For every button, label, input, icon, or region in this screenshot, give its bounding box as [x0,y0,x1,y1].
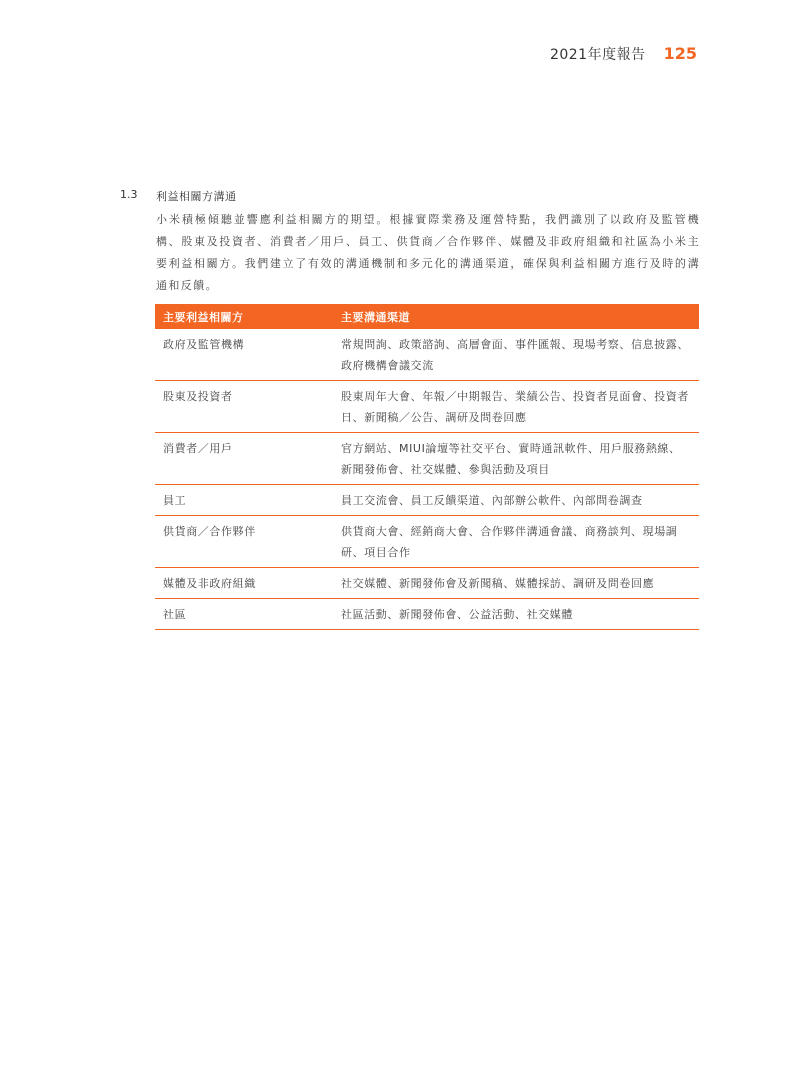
channels-cell: 供貨商大會、經銷商大會、合作夥伴溝通會議、商務談判、現場調研、項目合作 [333,516,699,568]
section-number: 1.3 [120,188,138,201]
stakeholder-table [155,304,699,630]
table-row [155,516,699,568]
page-number: 125 [663,44,697,63]
stakeholder-cell: 政府及監管機構 [155,329,333,381]
stakeholder-cell: 員工 [155,485,333,516]
channels-cell: 員工交流會、員工反饋渠道、內部辦公軟件、內部問卷調查 [333,485,699,516]
table-row [155,381,699,433]
section-heading [120,188,700,204]
stakeholder-cell: 供貨商／合作夥伴 [155,516,333,568]
channels-cell: 股東周年大會、年報／中期報告、業績公告、投資者見面會、投資者日、新聞稿／公告、調研及問卷回應 [333,381,699,433]
channels-cell: 社交媒體、新聞發佈會及新聞稿、媒體採訪、調研及問卷回應 [333,568,699,599]
section-paragraph: 小米積極傾聽並響應利益相關方的期望。根據實際業務及運營特點，我們識別了以政府及監管機構、股東及投資者、消費者／用戶、員工、供貨商／合作夥伴、媒體及非政府組織和社區為小米主要利益相關方。我們建立了有效的溝通機制和多元化的溝通渠道，確保與利益相關方進行及時的溝通和反饋。 [156,213,700,292]
table-row [155,485,699,516]
section-1-3 [120,188,700,297]
header-stakeholder: 主要利益相關方 [155,304,333,329]
channels-cell: 常規問詢、政策諮詢、高層會面、事件匯報、現場考察、信息披露、政府機構會議交流 [333,329,699,381]
stakeholder-cell: 社區 [155,599,333,630]
table-row [155,599,699,630]
page-header [550,44,697,64]
table-header-row [155,304,699,329]
table-row [155,433,699,485]
stakeholder-cell: 消費者／用戶 [155,433,333,485]
section-title: 利益相關方溝通 [156,190,237,203]
table-row [155,329,699,381]
channels-cell: 官方網站、MIUI論壇等社交平台、實時通訊軟件、用戶服務熱線、新聞發佈會、社交媒體、參與活動及項目 [333,433,699,485]
stakeholder-cell: 媒體及非政府組織 [155,568,333,599]
channels-cell: 社區活動、新聞發佈會、公益活動、社交媒體 [333,599,699,630]
stakeholder-cell: 股東及投資者 [155,381,333,433]
report-title: 2021年度報告 [549,47,646,63]
header-channels: 主要溝通渠道 [333,304,699,329]
table-row [155,568,699,599]
